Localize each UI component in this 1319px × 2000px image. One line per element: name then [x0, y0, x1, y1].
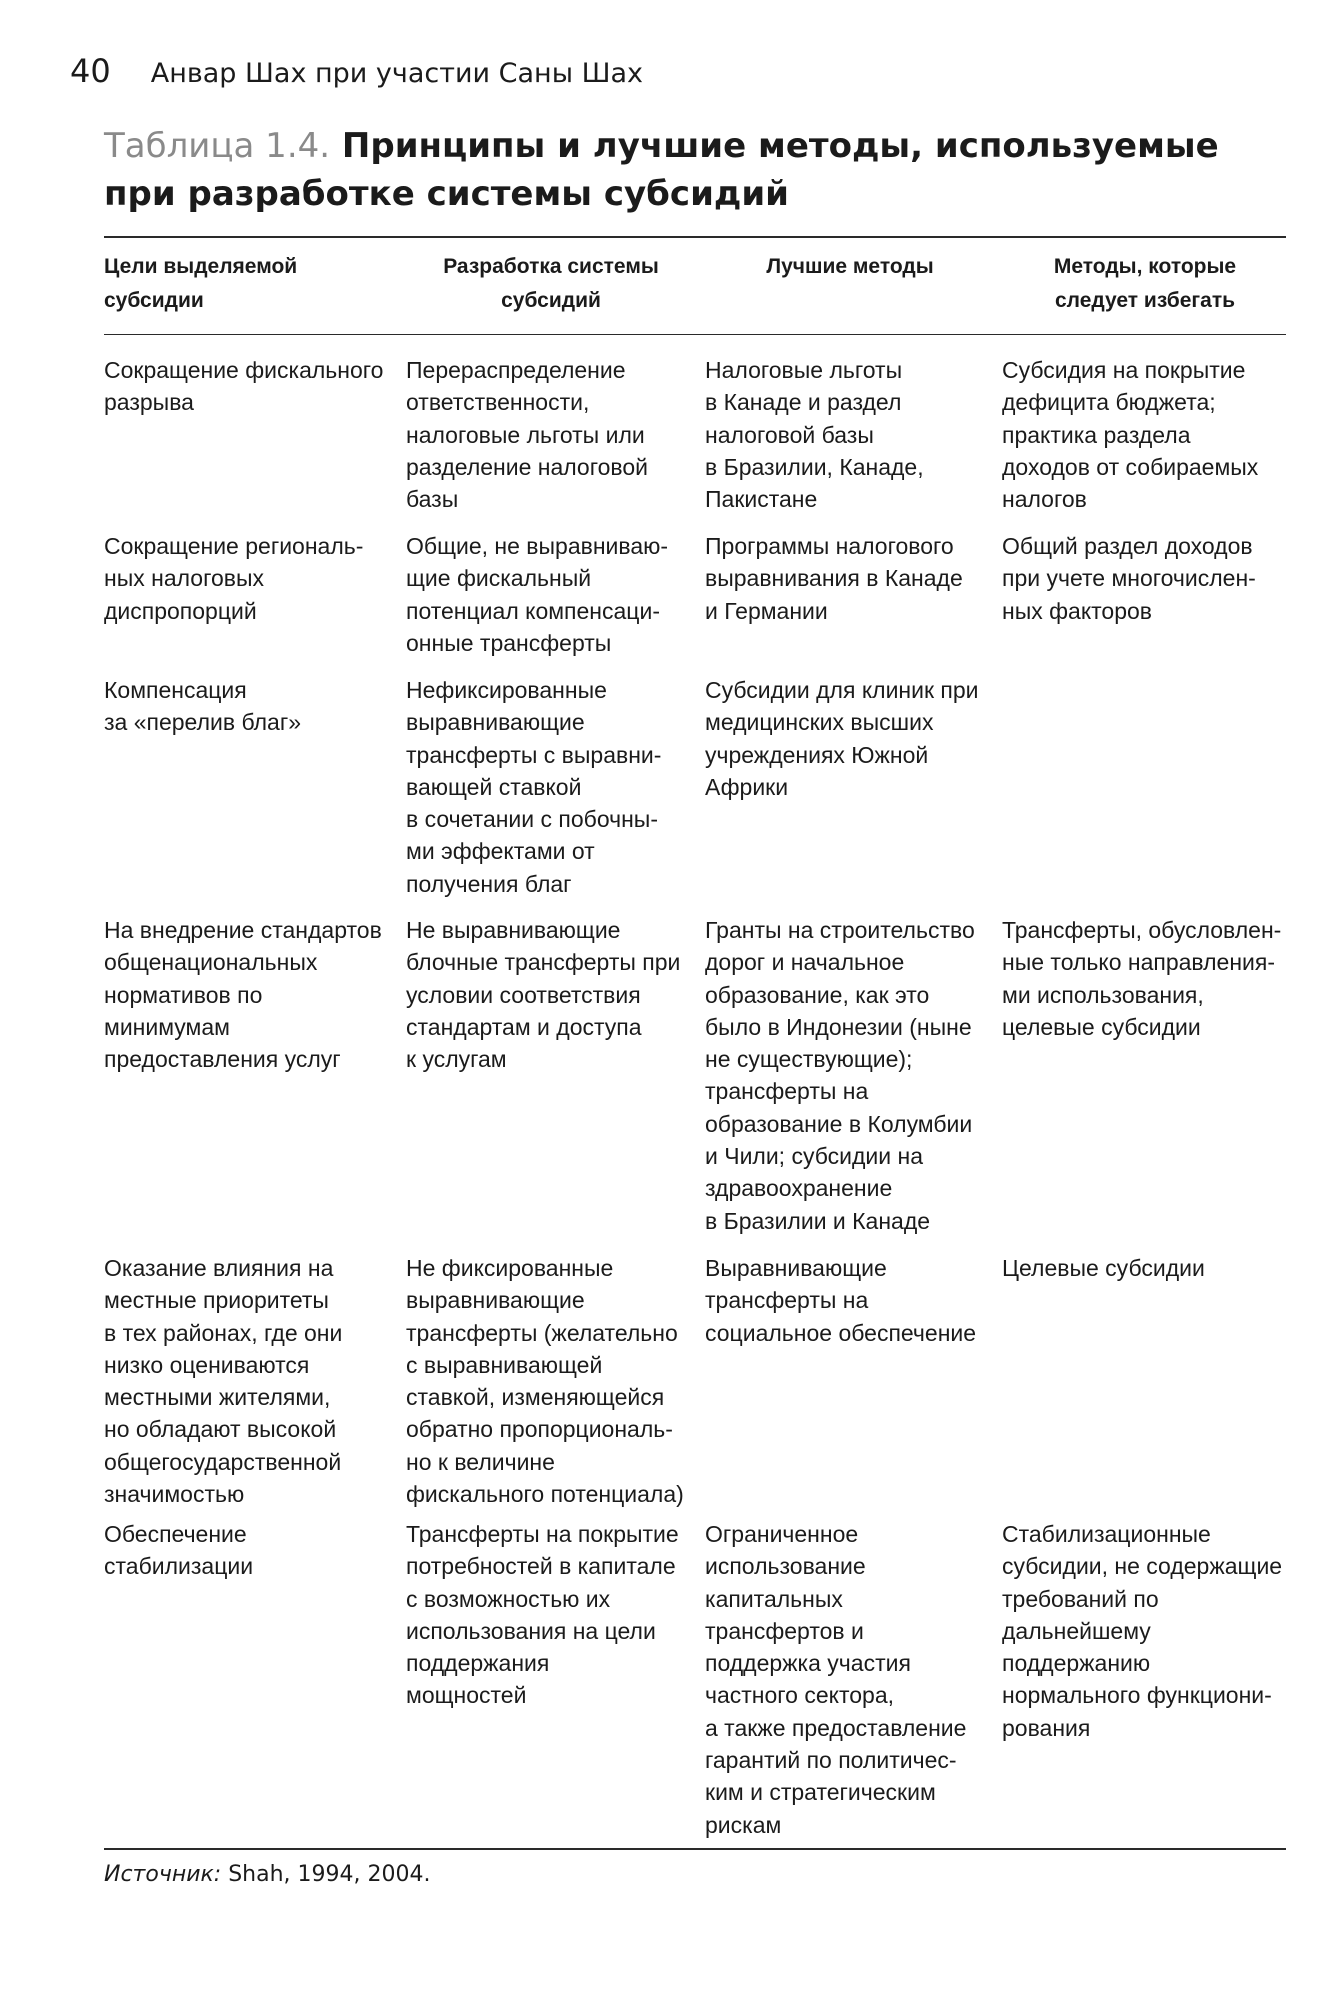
- table-cell: Компенсация за «перелив благ»: [104, 677, 301, 736]
- page-number: 40: [70, 52, 111, 90]
- table-cell: Перераспределение ответственности, налоговые льготы или разделение налоговой базы: [406, 357, 648, 513]
- table-cell: Общие, не выравниваю- щие фискальный потенциал компенсаци- онные трансферты: [406, 533, 669, 656]
- table-source-note: [104, 1862, 431, 1887]
- table-cell: Гранты на строительство дорог и начальное образование, как это было в Индонезии (ныне не существующие); трансферты на образование в Колумбии и Чили; субсидии на здравоохранение в Бразилии и Канаде: [705, 917, 975, 1234]
- table-cell: Сокращение фискального разрыва: [104, 357, 384, 416]
- table-cell: Трансферты, обусловлен- ные только направления- ми использования, целевые субсидии: [1002, 917, 1282, 1040]
- table-cell: На внедрение стандартов общенациональных нормативов по минимумам предоставления услуг: [104, 917, 382, 1073]
- source-text: Shah, 1994, 2004.: [221, 1862, 431, 1887]
- column-header-design: Разработка системы субсидий: [443, 255, 659, 312]
- table-title-text: Принципы и лучшие методы, используемые при разработке системы субсидий: [104, 126, 1219, 214]
- table-cell: Налоговые льготы в Канаде и раздел налоговой базы в Бразилии, Канаде, Пакистане: [705, 357, 924, 513]
- table-top-rule: [104, 236, 1286, 238]
- running-head: [70, 52, 643, 90]
- column-header-practices-to-avoid: Методы, которые следует избегать: [1053, 255, 1237, 312]
- table-cell: Субсидия на покрытие дефицита бюджета; практика раздела доходов от собираемых налогов: [1002, 357, 1259, 513]
- table-cell: Не фиксированные выравнивающие трансферты (желательно с выравнивающей ставкой, изменяющейся обратно пропорциональ- но к величине фискального потенциала): [406, 1255, 684, 1508]
- table-title: [104, 122, 1254, 218]
- table-cell: Не выравнивающие блочные трансферты при условии соответствия стандартам и доступа к услугам: [406, 917, 681, 1073]
- table-cell: Ограниченное использование капитальных трансфертов и поддержка участия частного сектора, а также предоставление гарантий по политичес- ким и стратегическим рискам: [705, 1521, 967, 1838]
- table-cell: Целевые субсидии: [1002, 1255, 1205, 1281]
- table-bottom-rule: [104, 1848, 1286, 1850]
- table-cell: Общий раздел доходов при учете многочислен- ных факторов: [1002, 533, 1256, 624]
- table-cell: Трансферты на покрытие потребностей в капитале с возможностью их использования на цели поддержания мощностей: [406, 1521, 679, 1709]
- table-cell: Нефиксированные выравнивающие трансферты с выравни- вающей ставкой в сочетании с побочны- ми эффектами от получения благ: [406, 677, 662, 897]
- table-title-label: Таблица 1.4.: [104, 126, 331, 166]
- table-cell: Субсидии для клиник при медицинских высших учреждениях Южной Африки: [705, 677, 979, 800]
- table-cell: Оказание влияния на местные приоритеты в тех районах, где они низко оцениваются местными жителями, но обладают высокой общегосударственной значимостью: [104, 1255, 343, 1508]
- table-cell: Стабилизационные субсидии, не содержащие требований по дальнейшему поддержанию нормального функциони- рования: [1002, 1521, 1283, 1741]
- table-cell: Программы налогового выравнивания в Канаде и Германии: [705, 533, 963, 624]
- column-header-goals: Цели выделяемой субсидии: [104, 255, 298, 312]
- table-cell: Обеспечение стабилизации: [104, 1521, 254, 1580]
- column-header-best-practices: Лучшие методы: [766, 255, 934, 278]
- source-label: Источник:: [104, 1862, 222, 1887]
- table-header-rule: [104, 334, 1286, 335]
- running-head-authors: Анвар Шах при участии Саны Шах: [150, 58, 643, 89]
- table-cell: Выравнивающие трансферты на социальное обеспечение: [705, 1255, 977, 1346]
- table-cell: Сокращение региональ- ных налоговых диспропорций: [104, 533, 364, 624]
